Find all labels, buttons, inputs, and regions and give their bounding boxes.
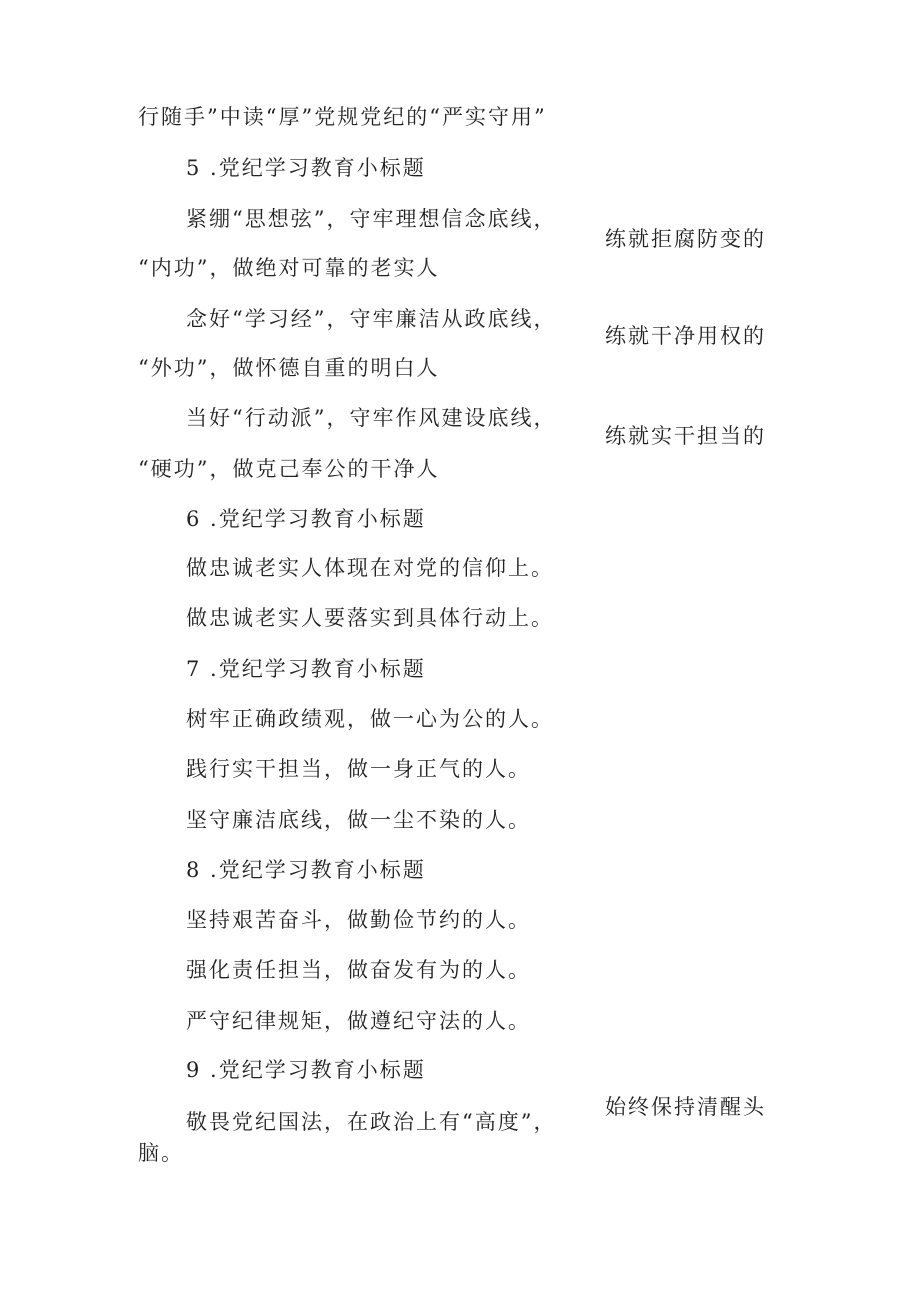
text-line: 念好“学习经”，守牢廉洁从政底线，	[186, 307, 557, 331]
text-line: “硬功”，做克己奉公的干净人	[138, 457, 440, 481]
text-line: 脑。	[138, 1141, 184, 1165]
section-heading-6: 6 .党纪学习教育小标题	[186, 507, 426, 531]
text-line: 强化责任担当，做奋发有为的人。	[186, 958, 531, 982]
text-line: 树牢正确政绩观，做一心为公的人。	[186, 707, 554, 731]
text-line-right: 练就拒腐防变的	[605, 227, 766, 251]
text-line-right: 始终保持清醒头	[605, 1095, 766, 1119]
section-heading-8: 8 .党纪学习教育小标题	[186, 858, 426, 882]
text-line: 严守纪律规矩，做遵纪守法的人。	[186, 1009, 531, 1033]
text-line: 当好“行动派”，守牢作风建设底线，	[186, 406, 557, 430]
text-line: 坚守廉洁底线，做一尘不染的人。	[186, 808, 531, 832]
section-heading-5: 5 .党纪学习教育小标题	[186, 156, 426, 180]
section-heading-9: 9 .党纪学习教育小标题	[186, 1058, 426, 1082]
text-line: 践行实干担当，做一身正气的人。	[186, 757, 531, 781]
text-line: 紧绷“思想弦”，守牢理想信念底线，	[186, 207, 557, 231]
text-line-right: 练就干净用权的	[605, 324, 766, 348]
section-heading-7: 7 .党纪学习教育小标题	[186, 657, 426, 681]
text-line: 做忠诚老实人体现在对党的信仰上。	[186, 556, 554, 580]
text-line: 敬畏党纪国法，在政治上有“高度”，	[186, 1110, 557, 1134]
text-line: 行随手”中读“厚”党规党纪的“严实守用”	[138, 105, 547, 129]
text-line: “内功”，做绝对可靠的老实人	[138, 256, 440, 280]
text-line: “外功”，做怀德自重的明白人	[138, 356, 440, 380]
text-line-right: 练就实干担当的	[605, 424, 766, 448]
text-line: 坚持艰苦奋斗，做勤俭节约的人。	[186, 908, 531, 932]
text-line: 做忠诚老实人要落实到具体行动上。	[186, 606, 554, 630]
